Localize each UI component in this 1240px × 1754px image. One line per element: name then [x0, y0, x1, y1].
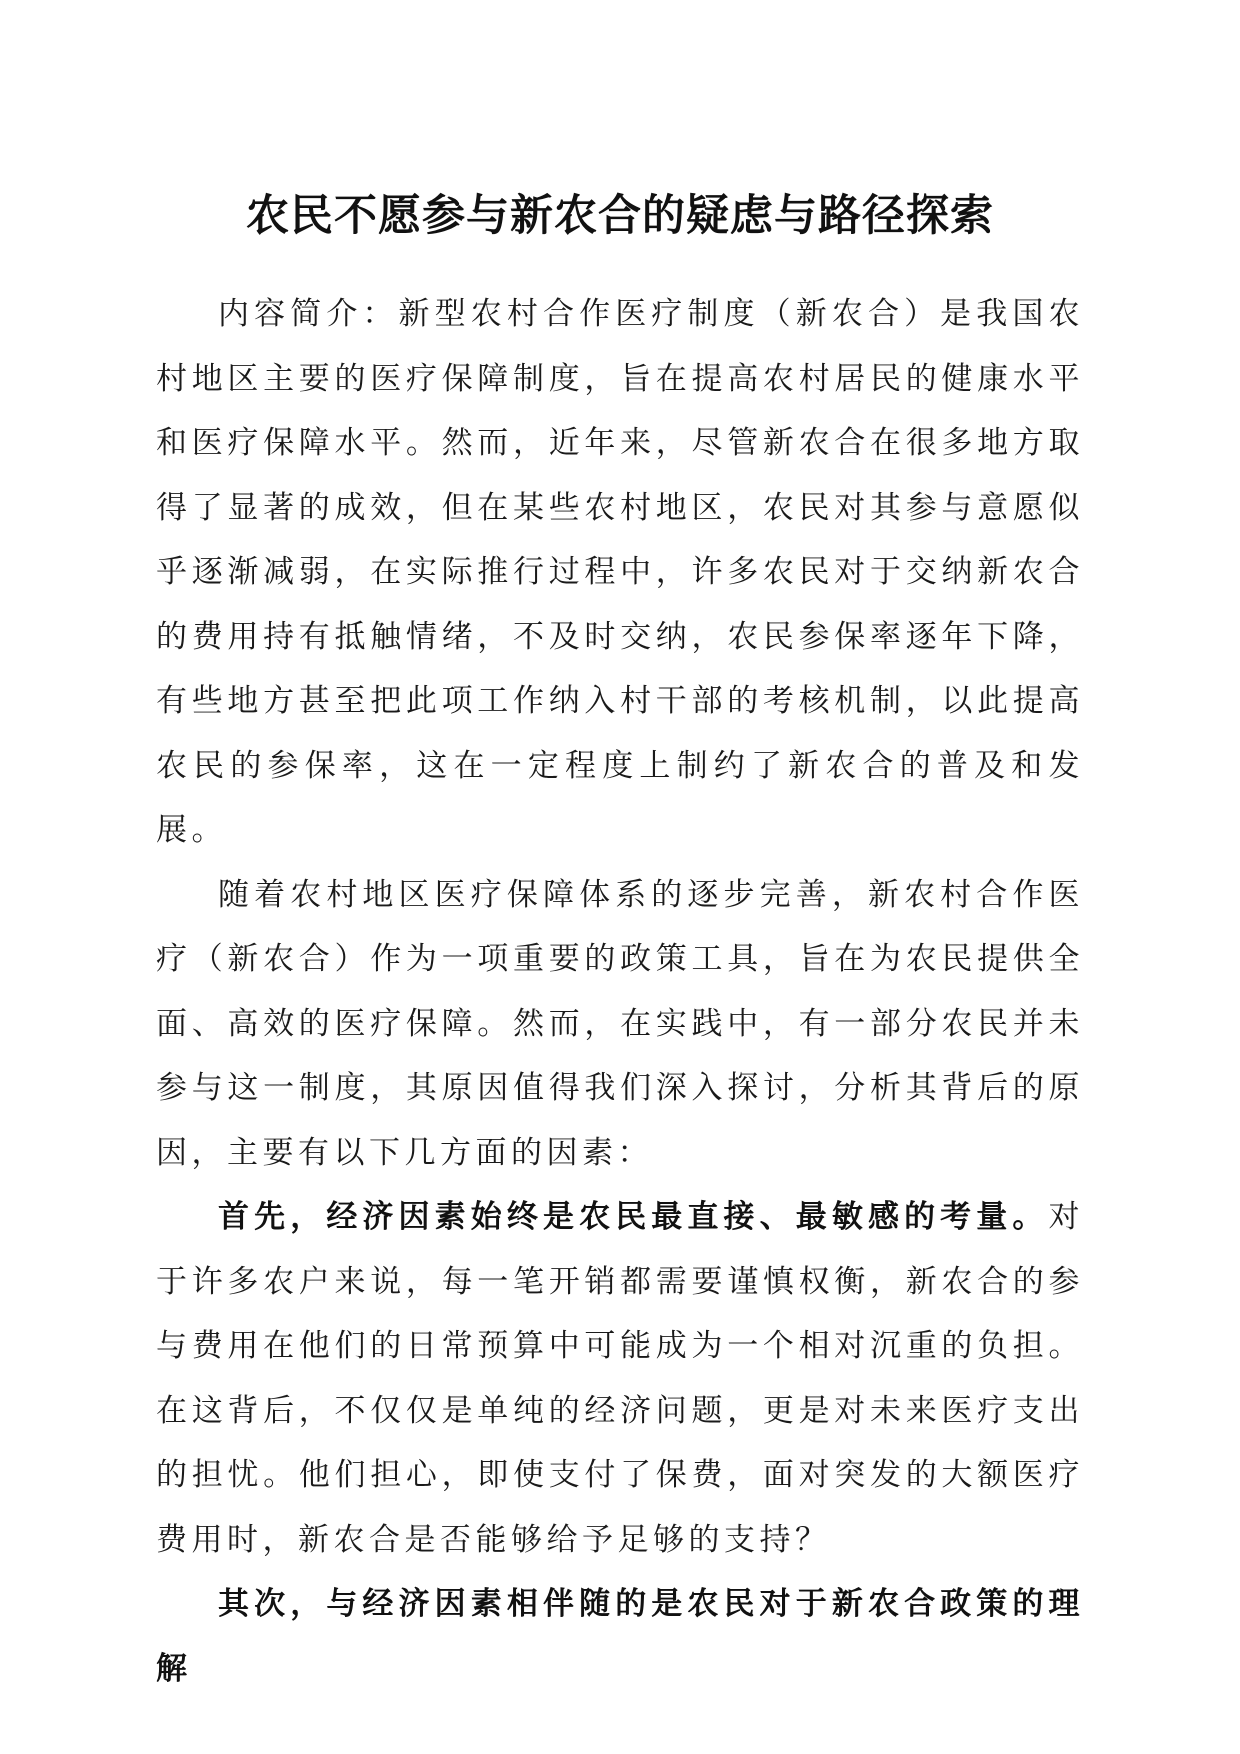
paragraph-lead: 首先，经济因素始终是农民最直接、最敏感的考量。	[218, 1199, 1049, 1235]
document-title: 农民不愿参与新农合的疑虑与路径探索	[246, 191, 994, 241]
paragraph-text: 对于许多农户来说，每一笔开销都需要谨慎权衡，新农合的参与费用在他们的日常预算中可能成为一个相对沉重的负担。在这背后，不仅仅是单纯的经济问题，更是对未来医疗支出的担忧。他们担心，即使支付了保费，面对突发的大额医疗费用时，新农合是否能够给予足够的支持？	[156, 1199, 1084, 1558]
document-body	[156, 282, 1084, 1701]
paragraph-intro	[156, 282, 1084, 863]
paragraph-policy-understanding	[156, 1572, 1084, 1701]
paragraph-lead: 其次，与经济因素相伴随的是农民对于新农合政策的理解	[156, 1586, 1084, 1687]
paragraph-background	[156, 863, 1084, 1186]
paragraph-text: 随着农村地区医疗保障体系的逐步完善，新农村合作医疗（新农合）作为一项重要的政策工具，旨在为农民提供全面、高效的医疗保障。然而，在实践中，有一部分农民并未参与这一制度，其原因值得我们深入探讨，分析其背后的原因，主要有以下几方面的因素：	[156, 876, 1084, 1171]
paragraph-text: 内容简介：新型农村合作医疗制度（新农合）是我国农村地区主要的医疗保障制度，旨在提高农村居民的健康水平和医疗保障水平。然而，近年来，尽管新农合在很多地方取得了显著的成效，但在某些农村地区，农民对其参与意愿似乎逐渐减弱，在实际推行过程中，许多农民对于交纳新农合的费用持有抵触情绪，不及时交纳，农民参保率逐年下降，有些地方甚至把此项工作纳入村干部的考核机制，以此提高农民的参保率，这在一定程度上制约了新农合的普及和发展。	[156, 296, 1084, 848]
paragraph-economic-factor	[156, 1185, 1084, 1572]
